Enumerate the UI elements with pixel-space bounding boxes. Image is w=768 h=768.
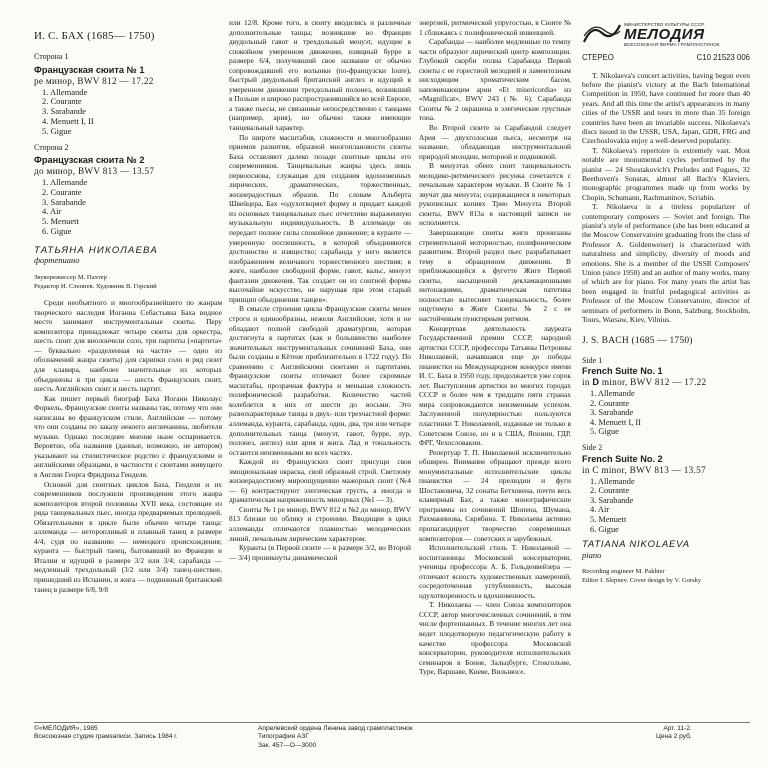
paragraph: Каждой из Французских сюит присущи своя эмоциональная окраска, свой образный строй. Светлому жизнерадостному мироощущению мажорных сюит (№4 — 6) контрастируют элегическая грусть, а иногда и драматическая напряженность минорных (№1 — 3). [229, 457, 411, 505]
suite-1-movements-en [582, 389, 750, 437]
catalog-number: С10 21523 006 [696, 53, 750, 62]
credits-en [582, 568, 750, 586]
footer-left: ©«МЕЛОДИЯ», 1985 Всесоюзная студия грамзаписи. Запись 1984 г. [34, 725, 178, 741]
movement-item: 4. Air [590, 505, 610, 515]
melodiya-wave-icon [582, 22, 622, 44]
paragraph: T. Nikolaeva's concert activities, having begun even before the pianist's victory at the Bach International Competition in 1950, have continued for more than 40 years. And all this time the artist's appearances in many cities of the USSR and tours in more than 35 foreign countries have been an invariable success. Nikolaeva's discs issued in the USSR, USA, Japan, GDR, FRG and Czechoslovakia enjoy a well-deserved popularity. [582, 70, 750, 146]
suite-2-movements-en [582, 477, 750, 535]
brand-name: МЕЛОДИЯ [624, 26, 705, 43]
suite-1-title-ru: Французская сюита № 1 [34, 64, 145, 75]
movement-item: 3. Sarabande [42, 106, 86, 117]
paragraph: Т. Николаева — член Союза композиторов СССР, автор многочисленных сочинений, в том числе фортепианных. В течение многих лет она ведет плодотворную педагогическую работу в качестве профессора Московской консерватории, руководителя исполнительских семинаров в Бонне, Зальцбурге, Стокгольме, Туре, Варшаве, Киеве, Вильнюсе. [419, 600, 571, 677]
english-column [582, 22, 750, 593]
footer-divider [34, 722, 750, 723]
paragraph: Как пишет первый биограф Баха Иоганн Николаус Форкель, Французские сюиты названы так, потому что они написаны во французском стиле, Английские — потому что они созданы по заказу некоего англичанина, любителя музыки. Однако последнее мнение ныне оспаривается. Вероятно, оба названия (данные, возможно, не автором) указывают на стилистическое родство с французскими и английскими образцами, в частности с сюитами живущего в Англии Георга Фридриха Генделя. [34, 393, 222, 479]
credit-line: Редактор И. Слепнев. Художник В. Горский [34, 282, 157, 290]
company-label: ВСЕСОЮЗНАЯ ФИРМА ГРАМПЛАСТИНОК [624, 42, 720, 47]
paragraph: Исполнительский стиль Т. Николаевой — воспитанницы Московской консерватории, ученицы профессора А. Б. Гольденвейзера — отличают ясность художественных намерений, сосредоточенная углубленность, высокая одухотворенность и вдохновенность. [419, 543, 571, 600]
paragraph: В менуэтах обеих сюит танцевальность мелодико-ритмического рисунка сочетается с печальным характером музыки. В Сюите № 1 звучат два менуэта; содержащиеся в некоторых рукописных копиях Трио Менуэта Второй сюиты, BWV 813a в настоящей записи не исполняется. [419, 161, 571, 228]
paragraph: T. Nikolaeva's repertoire is extremely vast. Most notable are monumental cycles performed by the pianist — 24 Shostakovich's Preludes and Fugues, 32 Beethoven's Sonatas, almost all Bach's Klaviers, monographic programmes made up from works by Chopin, Schumann, Rachmaninov, Scriabin. [582, 145, 750, 202]
movement-item: 1. Allemande [590, 389, 635, 399]
russian-column-3 [419, 18, 571, 677]
side-2-label-en: Side 2 [582, 443, 603, 453]
paragraph: В смысле строения цикла Французские сюиты менее строги и единообразны, нежели Английские, хотя и не обладают полной свободой драматургии, которая достигнута в партитах (как и большинство наиболее значительных инструментальных сочинений Баха, они были созданы в Кётене приблизительно в 1722 году). По сравнению с Английскими сюитами и партитами, Французские сюиты отличают более скромные масштабы, прозрачная фактура и меньшая сложность полифонической разработки. Количество частей колеблется в них от шести до восьми. Это разнохарактерные танцы в двух- или трехчастной форме: аллеманда, куранта, сарабанда, один, два, три или четыре дополнительных танца (менуэт, гавот, бурре, лур, полонез, англез) или ария и жига. Лад и тональность остаются неизменными во всех частях. [229, 304, 411, 457]
footer-center: Апрелевский ордена Ленина завод грампластинок Типография АЗГ Зак. 457—О—3000 [258, 725, 413, 749]
suite-1-key-ru: ре минор, BWV 812 — 17.22 [34, 75, 154, 86]
credit-line: Звукорежиссер М. Пахтер [34, 273, 107, 281]
composer-heading-ru: И. С. БАХ (1685— 1750) [34, 30, 155, 42]
paragraph: Основой для сюитных циклов Баха, Генделя и их современников послужили произведения этого жанра композиторов второй половины XVII века, состоящие из ряда танцевальных пьес, иногда предваряемых прелюдией. Обязательными в цикле были обычно четыре танца: аллеманда — неторопливый и плавный танец в размере 4/4, судя по названию — немецкого происхождения; куранта — быстрый танец, бытовавший во Франции и Италии и идущий в размере 3/2 или 3/4; сарабанда — медленный трехдольный (3/2 или 3/4) танец-шествие, пришедший из Испании, и жига — подвижный британский танец в размере 6/8, 9/8 [34, 479, 222, 594]
movement-item: 2. Courante [42, 96, 82, 107]
paragraph: Завершающие сюиты жиги пронизаны стремительной моторностью, полифоническим развитием. Второй раздел пьес разрабатывает тему в обращенном движении. В приближающейся к фугетте Жиге Первой сюиты, насыщенной декламационными интонациями, драматическая патетика полностью вытесняет танцевальность, более ощутимую в Жиге Сюиты № 2 с ее настойчивым пунктирным ритмом. [419, 228, 571, 323]
movement-item: 6. Gigue [42, 226, 72, 237]
credits-ru [34, 274, 222, 291]
side-1-label-ru: Сторона 1 [34, 52, 69, 61]
paragraph: Репертуар Т. П. Николаевой исключительно обширен. Внимание обращают прежде всего монументальные исполнительские циклы пианистки — 24 прелюдии и фуги Шостаковича, 32 сонаты Бетховена, почти весь клавирный Бах, а также монографические программы из сочинений Шопена, Шумана, Рахманинова, Скрябина. Т. Николаева активно пропагандирует творчество современных композиторов — советских и зарубежных. [419, 447, 571, 543]
paragraph: По широте масштабов, сложности и многообразию приемов развития, образной многоплановости сюиты Баха оставляют далеко позади сюитные циклы его современников. Танцевальные жанры здесь лишь первооснова, служащая для создания вдохновенных лирических, драматических, торжественных, жизнерадостных образов. По словам Альберта Швейцера, Бах «одухотворяет форму и придает каждой из основных танцевальных пьес отчетливо выраженную музыкальную индивидуальность. В аллеманде он передает полное силы спокойное движение; в куранте — умеренную поспешность, в которой объединяются достоинство и изящество; сарабанда у него является изображением величавого торжественного шествия; в жиге, наиболее свободной форме, гавот, вальс, менуэт фантазии движения. Так создает он из сонтной формы высочайше искусство, не нарушая при этом старый принцип объединения танцев». [229, 132, 411, 304]
side-2-label-ru: Сторона 2 [34, 142, 69, 152]
suite-1-title-en: French Suite No. 1 [582, 366, 663, 377]
movement-item: 4. Menuett I, II [42, 115, 94, 126]
ministry-label: МИНИСТЕРСТВО КУЛЬТУРЫ СССР [624, 22, 705, 27]
movement-item: 3. Sarabande [590, 495, 634, 505]
credit-line: Editor I. Slepnev. Cover design by V. Gorsky [582, 577, 702, 585]
movement-item: 6. Gigue [590, 524, 619, 534]
movement-item: 2. Courante [42, 186, 82, 197]
instrument-ru: фортепиано [34, 255, 80, 266]
suite-1-key-en: in D minor, BWV 812 — 17.22 [582, 377, 707, 388]
instrument-en: piano [582, 549, 602, 560]
credit-line: Recording engineer M. Pakhter [582, 568, 665, 576]
suite-2-key-en: in C minor, BWV 813 — 13.57 [582, 464, 706, 475]
movement-item: 3. Sarabande [42, 196, 86, 207]
paragraph: энергией, ритмической упругостью, в Сюите № 1 сближаясь с полифонической инвенцией. [419, 18, 571, 37]
composer-heading-en: J. S. BACH (1685 — 1750) [582, 335, 693, 346]
suite-2-title-ru: Французская сюита № 2 [34, 155, 145, 166]
suite-2-key-ru: до минор, BWV 813 — 13.57 [34, 166, 155, 177]
russian-column-1 [34, 22, 222, 594]
movement-item: 1. Allemande [590, 476, 635, 486]
movement-item: 5. Menuett [42, 216, 79, 227]
movement-item: 2. Courante [590, 486, 630, 496]
suite-1-movements-ru [34, 88, 222, 137]
movement-item: 4. Air [42, 206, 62, 217]
stereo-label: СТЕРЕО [582, 53, 614, 62]
movement-item: 3. Sarabande [590, 408, 634, 418]
footer-right: Арт. 11-2. Цена 2 руб. [656, 725, 692, 741]
movement-item: 4. Menuett I, II [590, 417, 641, 427]
paragraph: Сарабанды — наиболее медленные по темпу части образуют лирический центр композиции. Глубокой скорби полна Сарабанда Первой сюиты с ее горестной мелодией и ламентозным нисходящим хроматическим басом, напоминающим арии «Et misericordia» из «Magnificat», BWV 243 (№ 6). Сарабанда Сюиты № 2 окрашена в элегические грустные тона. [419, 37, 571, 123]
movement-item: 5. Gigue [590, 427, 619, 437]
paragraph: Куранты (в Первой сюите — в размере 3/2, во Второй — 3/4) проникнуты динамической [229, 543, 411, 562]
suite-2-movements-ru [34, 178, 222, 237]
paragraph: или 12/8. Кроме того, в сюиту вводились и различные дополнительные танцы; возникшие во Франции двудольный гавот и трехдольный менуэт, идущие в спокойном умеренном движении, изящный бурре в размере 6/4, получивший свое название от обычно сопровождавшей его волынки (по-французски loure), быстрый двудольный британский англез и идущий в умеренном движении трехдольный полонез, возникший в Польше и широко распространившийся во всей Европе, а также пьесы, не связанные непосредственно с танцами (например, ария), но обычно также имеющие танцевальный характер. [229, 18, 411, 133]
performer-name-ru: ТАТЬЯНА НИКОЛАЕВА [34, 244, 158, 256]
suite-2-title-en: French Suite No. 2 [582, 453, 663, 464]
paragraph: Среди необъятного и многообразнейшего по жанрам творческого наследия Иоганна Себастьяна Баха видное место занимают инструментальные сюиты. Перу композитора принадлежат четыре сюиты для оркестра, шесть сюит для виолончели соло, три партиты («партита» — буквально «разделенная на части» — одно из обозначений жанра сюиты) для скрипки соло и ряд сюит для клавира, наиболее значительные из которых объединены в три цикла — шесть Французских сюит, шесть Английских сюит и шесть партит. [34, 298, 222, 394]
movement-item: 2. Courante [590, 398, 630, 408]
movement-item: 5. Menuett [590, 514, 627, 524]
russian-column-2 [229, 18, 411, 562]
paragraph: Концертная деятельность лауреата Государственной премии СССР, народной артистки СССР, профессора Татьяны Петровны Николаевой, начавшаяся еще до победы пианистки на Международном конкурсе имени И. С. Баха в 1950 году, продолжается уже сорок лет. Выступления артистки во многих городах СССР и более чем в тридцати пяти странах мира сопровождаются неизменным успехом. Заслуженной популярностью пользуются пластинки Т. Николаевой, изданные не только в Советском Союзе, но и в США, Японии, ГДР, ФРГ, Чехословакии. [419, 323, 571, 448]
movement-item: 1. Allemande [42, 177, 88, 188]
paragraph: Сюиты № 1 ре минор, BWV 812 и №2 до минор, BWV 813 близки по облику и строению. Вводящие в цикл аллеманды отличаются плавностью мелодических линий, печальным лирическим характером. [229, 504, 411, 543]
side-1-label-en: Side 1 [582, 355, 603, 365]
paragraph: Во Второй сюите за Сарабандой следует Ария — двухголосная пьеса, несмотря на название, обладающая инструментальной природой мелодии, моторной и подвижной. [419, 123, 571, 161]
movement-item: 1. Allemande [42, 86, 88, 97]
movement-item: 5. Gigue [42, 125, 72, 136]
melodiya-logo [582, 22, 750, 48]
performer-name-en: TATIANA NIKOLAEVA [582, 539, 690, 551]
paragraph: T. Nikolaeva is a tireless popularizer of contemporary composers — Soviet and foreign. The pianist's style of performance (she has been educated at the Moscow Conservatoire graduating from the class of Professor A. Goldenweiser) is characterized with naturalness and simplicity, diversity of moods and emotions. She is a member of the USSR Composers' Union (since 1950) and an author of many works, many of which are for piano. For many years the artist has been engaged in fruitful pedagogical activities as Professor of the Moscow Conservatoire, director of seminars of performers in Bonn, Salzburg, Stockholm, Tours, Warsaw, Kiev, Vilnius. [582, 202, 750, 325]
